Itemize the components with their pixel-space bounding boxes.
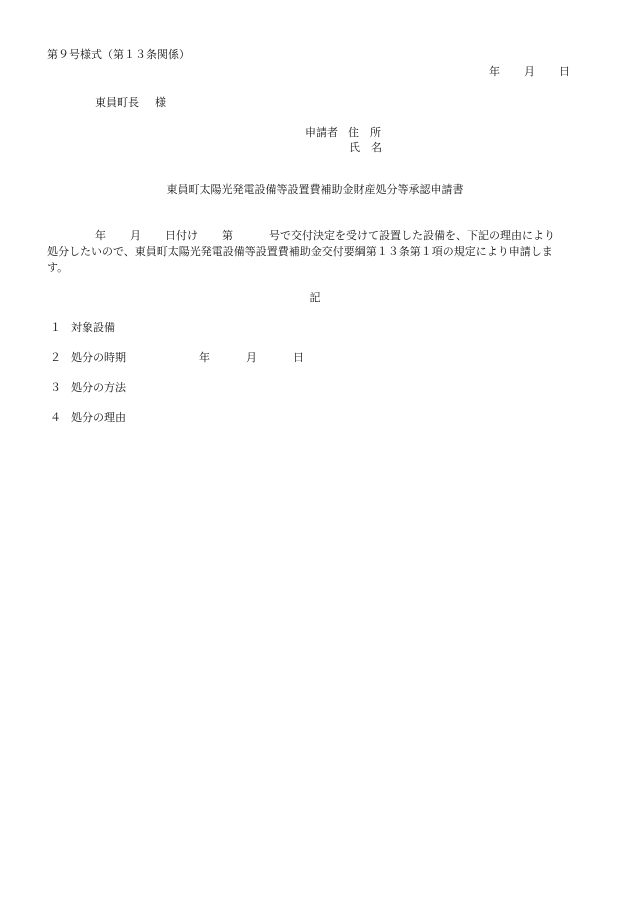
body-after-number: 号で交付決定を受けて設置した設備を、下記の理由により	[269, 229, 555, 242]
addressee-honorific: 様	[155, 96, 166, 109]
item-label: 処分の理由	[71, 411, 126, 424]
applicant-address-row	[305, 127, 381, 138]
applicant-label: 申請者	[305, 126, 338, 139]
addressee-name: 東員町長	[95, 96, 139, 109]
body-line-3: す。	[47, 261, 69, 274]
item-2	[50, 352, 126, 363]
applicant-name-label: 氏 名	[349, 141, 382, 154]
item-3	[50, 382, 126, 393]
item-4	[50, 412, 126, 423]
body-month: 月	[130, 229, 141, 242]
item-number: ４	[50, 411, 61, 424]
body-day-suffix: 日付け	[165, 229, 198, 242]
item-label: 処分の時期	[71, 351, 126, 364]
date-day: 日	[559, 65, 570, 78]
date-line	[489, 66, 570, 77]
ki-heading: 記	[309, 291, 321, 304]
applicant-address-label: 住 所	[348, 126, 381, 139]
item-number: ２	[50, 351, 61, 364]
body-line-2: 処分したいので、東員町太陽光発電設備等設置費補助金交付要綱第１３条第１項の規定により申請しま	[47, 246, 553, 257]
item-2-month: 月	[246, 351, 257, 364]
item-number: １	[50, 321, 61, 334]
item-2-year: 年	[199, 351, 210, 364]
date-month: 月	[524, 65, 535, 78]
item-2-day: 日	[293, 351, 304, 364]
item-label: 対象設備	[71, 321, 115, 334]
item-number: ３	[50, 381, 61, 394]
body-line-1	[95, 230, 555, 241]
addressee	[95, 97, 166, 108]
item-label: 処分の方法	[71, 381, 126, 394]
body-year: 年	[95, 229, 106, 242]
document-title: 東員町太陽光発電設備等設置費補助金財産処分等承認申請書	[166, 183, 464, 196]
form-number: 第９号様式（第１３条関係）	[47, 48, 190, 61]
body-dai: 第	[222, 229, 233, 242]
item-2-date	[199, 352, 304, 363]
date-year: 年	[489, 65, 500, 78]
item-1	[50, 322, 115, 333]
